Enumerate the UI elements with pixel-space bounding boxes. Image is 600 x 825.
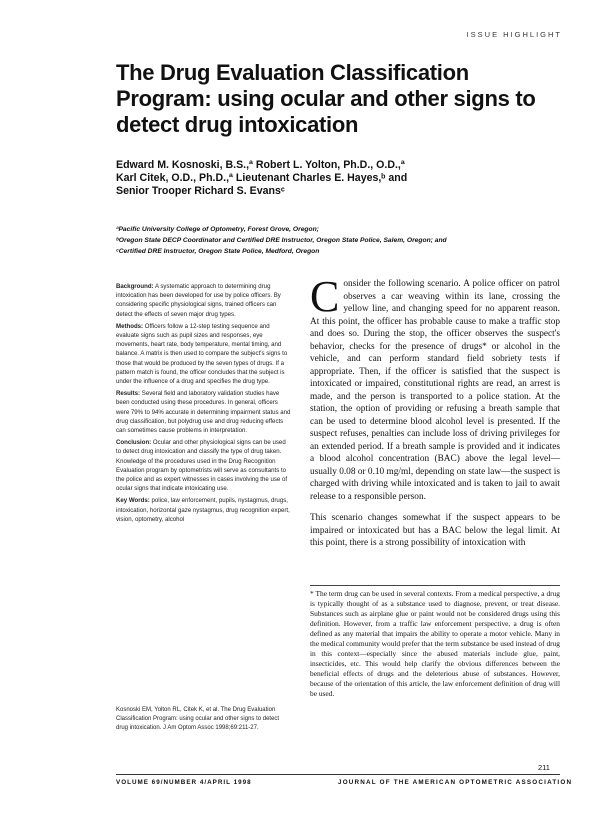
author-line: Senior Trooper Richard S. Evansᶜ [116,185,285,197]
abstract-conclusion [116,438,291,493]
body-paragraph: This scenario changes somewhat if the suspect appears to be impaired or intoxicated but has a BAC below the legal limit. At this point, there is a strong possibility of intoxication with [310,513,560,548]
footnote: * The term drug can be used in several contexts. From a medical perspective, a drug is typically thought of as a substance used to diagnose, prevent, or treat disease. Substances such as airplane glue or paint would not be considered drugs using this definition. However, from a traffic law enforcement perspective, a drug is often defined as any material that impairs the ability to operate a motor vehicle. Many in the medical community would prefer that the term substance be used instead of drug in this context—especially since the abused materials include glue, paint, insecticides, etc. This would help clarify the obvious differences between the beneficial effects of drugs and the deleterious abuse of substances. However, because of the orientation of this article, the law enforcement definition of drug will be used. [310,589,560,698]
footer-volume: VOLUME 69/NUMBER 4/APRIL 1998 [116,779,252,786]
author-line: Edward M. Kosnoski, B.S.,ª Robert L. Yolton, Ph.D., O.D.,ª [116,159,405,171]
abstract-text: Officers follow a 12-step testing sequence and evaluate signs such as pupil sizes and responses, eye movements, heart rate, body temperature, mental timing, and balance. A matrix is then used to compare the subject's signs to those that would be produced by the seven types of drugs. If a pattern match is found, the officer concludes that the subject is under the influence of a drug and specifies the drug type. [116,322,288,386]
abstract-label: Conclusion: [116,439,152,447]
body-paragraph [310,272,560,503]
section-label: ISSUE HIGHLIGHT [466,30,562,39]
drop-cap: C [310,272,340,321]
affiliation: ᶜCertified DRE Instructor, Oregon State Police, Medford, Oregon [116,248,320,255]
abstract-background [116,282,291,319]
abstract-text: A systematic approach to determining drug intoxication has been developed for use by police officers. By considering specific physiological signs, trained officers can detect the effects of seven major drug types. [116,283,281,318]
author-line: Karl Citek, O.D., Ph.D.,ª Lieutenant Charles E. Hayes,ᵇ and [116,172,408,184]
footer-journal: JOURNAL OF THE AMERICAN OPTOMETRIC ASSOCIATION [338,779,573,786]
author-list [116,159,556,198]
footer-divider [116,774,560,775]
body-text [310,272,560,550]
abstract-keywords [116,496,291,524]
affiliations [116,224,576,257]
affiliation: ªPacific University College of Optometry, Forest Grove, Oregon; [116,226,319,233]
abstract-label: Key Words: [116,497,150,505]
affiliation: ᵇOregon State DECP Coordinator and Certified DRE Instructor, Oregon State Police, Salem, Oregon; and [116,237,447,244]
footnote-divider [310,585,560,586]
article-title: The Drug Evaluation Classification Program: using ocular and other signs to detect drug intoxication [116,60,536,137]
abstract-results [116,389,291,435]
page-number: 211 [538,763,550,772]
abstract-label: Methods: [116,322,144,330]
abstract-text: Several field and laboratory validation studies have been conducted using these procedures. In general, officers were 79% to 94% accurate in determining impairment status and drug classification, but polydrug use and drug reducing effects can sometimes cause problems in interpretation. [116,390,291,435]
abstract [116,282,291,527]
abstract-text: police, law enforcement, pupils, nystagmus, drugs, intoxication, horizontal gaze nystagmus, drug recognition expert, vision, optometry, alcohol [116,497,290,523]
paragraph-text: onsider the following scenario. A police officer on patrol observes a car weaving within its lane, crossing the yellow line, and changing speed for no apparent reason. At this point, the officer has probable cause to make a traffic stop and does so. During the stop, the officer observes the suspect's behavior, checks for the presence of drugs* or alcohol in the vehicle, and can perform standard field sobriety tests if appropriate. Then, if the officer is satisfied that the suspect is intoxicated or impaired, constitutional rights are read, an arrest is made, and the person is transported to a police station. At the station, the option of providing or refusing a breath sample that can be used to determine blood alcohol level is presented. If the suspect refuses, penalties can include loss of driving privileges for an extended period. If a breath sample is provided and it indicates a blood alcohol concentration (BAC) above the legal level—usually 0.08 or 0.10 mg/ml, depending on state law—the suspect is charged with driving while intoxicated and is taken to jail to await release to a responsible person. [310,279,560,502]
abstract-text: Ocular and other physiological signs can be used to detect drug intoxication and classify the type of drug taken. Knowledge of the procedures used in the Drug Recognition Evaluation program by optometrists will serve as consultants to the police and as expert witnesses in cases involving the use of ocular signs that indicate intoxicating use. [116,439,288,493]
abstract-label: Background: [116,283,154,290]
citation: Kosnoski EM, Yolton RL, Citek K, et al. The Drug Evaluation Classification Program: using ocular and other signs to detect drug intoxication. J Am Optom Assoc 1998;69:211-27. [116,707,280,731]
abstract-methods [116,322,291,386]
abstract-label: Results: [116,390,141,398]
